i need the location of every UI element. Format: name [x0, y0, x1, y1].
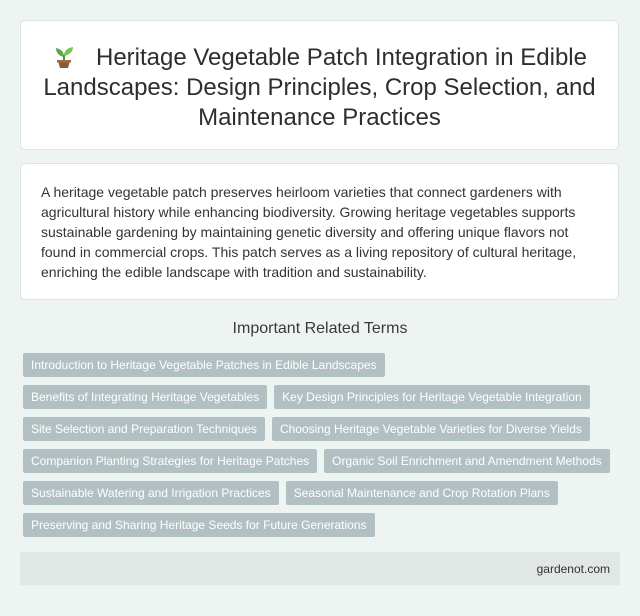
- footer-site-link[interactable]: gardenot.com: [536, 562, 610, 576]
- tag-row: [23, 481, 623, 505]
- term-tag[interactable]: Preserving and Sharing Heritage Seeds for Future Generations: [23, 513, 375, 537]
- term-tag[interactable]: Introduction to Heritage Vegetable Patches in Edible Landscapes: [23, 353, 385, 377]
- related-terms-list: [23, 353, 623, 545]
- tag-row: [23, 385, 623, 409]
- seedling-icon: [52, 44, 76, 68]
- description-text: A heritage vegetable patch preserves heirloom varieties that connect gardeners with agricultural history while enhancing biodiversity. Growing heritage vegetables supports sustainable gardening by maintaining genetic diversity and offering unique flavors not found in commercial crops. This patch serves as a living repository of cultural heritage, enriching the edible landscape with tradition and sustainability.: [41, 184, 577, 280]
- term-tag[interactable]: Organic Soil Enrichment and Amendment Methods: [324, 449, 609, 473]
- term-tag[interactable]: Benefits of Integrating Heritage Vegetables: [23, 385, 267, 409]
- page-title: [35, 43, 604, 133]
- tag-row: [23, 513, 623, 537]
- title-text: Heritage Vegetable Patch Integration in Edible Landscapes: Design Principles, Crop Selection, and Maintenance Practices: [43, 44, 596, 131]
- tag-row: [23, 449, 623, 473]
- footer: [20, 552, 620, 585]
- term-tag[interactable]: Seasonal Maintenance and Crop Rotation Plans: [286, 481, 558, 505]
- term-tag[interactable]: Key Design Principles for Heritage Vegetable Integration: [274, 385, 590, 409]
- term-tag[interactable]: Sustainable Watering and Irrigation Practices: [23, 481, 279, 505]
- tag-row: [23, 417, 623, 441]
- related-terms-heading: Important Related Terms: [232, 320, 408, 337]
- description-card: [20, 163, 619, 300]
- term-tag[interactable]: Choosing Heritage Vegetable Varieties for Diverse Yields: [272, 417, 590, 441]
- term-tag[interactable]: Companion Planting Strategies for Heritage Patches: [23, 449, 317, 473]
- tag-row: [23, 353, 623, 377]
- term-tag[interactable]: Site Selection and Preparation Techniques: [23, 417, 265, 441]
- title-card: [20, 20, 619, 150]
